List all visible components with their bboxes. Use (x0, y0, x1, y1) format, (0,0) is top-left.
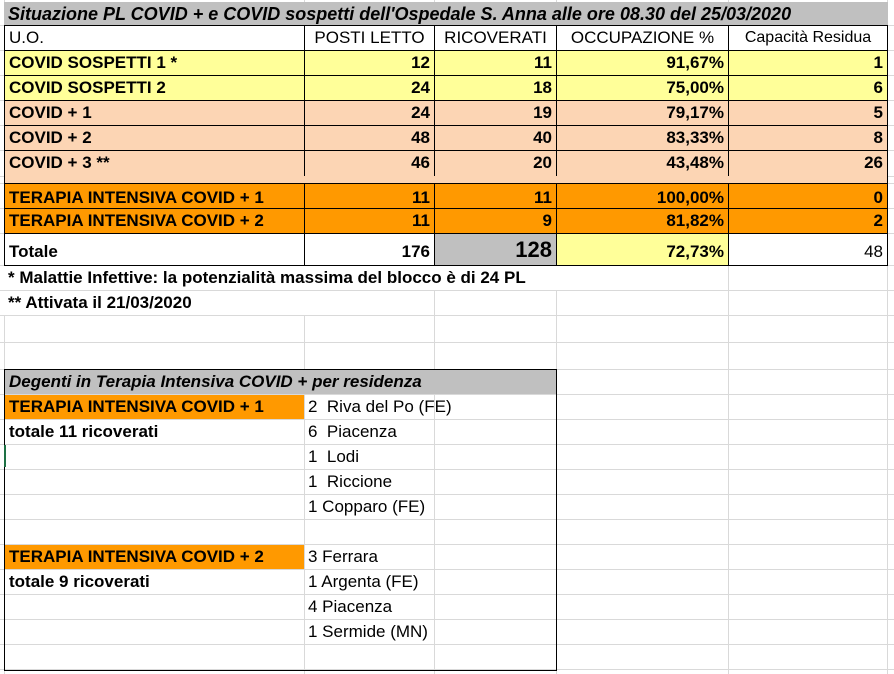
residence-item: 6 Piacenza (308, 422, 397, 441)
row-posti: 46 (304, 150, 435, 177)
row-residua: 1 (728, 50, 888, 76)
total-residua: 48 (728, 233, 888, 266)
row-ricoverati: 11 (434, 50, 557, 76)
row-label: COVID + 1 (4, 100, 305, 126)
header-capacita-residua: Capacità Residua (728, 25, 888, 51)
row-occupazione: 81,82% (556, 208, 729, 234)
row-occupazione: 75,00% (556, 75, 729, 101)
cell-cursor (4, 445, 6, 467)
total-ricoverati: 128 (434, 233, 557, 266)
residence-item: 1 Riccione (308, 472, 393, 491)
row-posti: 12 (304, 50, 435, 76)
row-label: TERAPIA INTENSIVA COVID + 1 (4, 183, 305, 209)
residence-item: 4 Piacenza (308, 597, 393, 616)
row-residua: 26 (728, 150, 888, 177)
report-title: Situazione PL COVID + e COVID sospetti dell'Ospedale S. Anna alle ore 08.30 del 25/03/2020 (4, 2, 888, 26)
row-ricoverati: 19 (434, 100, 557, 126)
row-ricoverati: 11 (434, 183, 557, 209)
gridline (0, 315, 894, 316)
gridline (0, 342, 894, 343)
residence-total: totale 9 ricoverati (5, 570, 304, 594)
row-ricoverati: 9 (434, 208, 557, 234)
header-uo: U.O. (4, 25, 305, 51)
residence-title: Degenti in Terapia Intensiva COVID + per residenza (5, 370, 556, 394)
header-occupazione: OCCUPAZIONE % (556, 25, 729, 51)
row-residua: 5 (728, 100, 888, 126)
note-2: ** Attivata il 21/03/2020 (4, 291, 404, 315)
row-residua: 0 (728, 183, 888, 209)
row-label: COVID SOSPETTI 2 (4, 75, 305, 101)
total-occupazione: 72,73% (556, 233, 729, 266)
row-occupazione: 83,33% (556, 125, 729, 151)
residence-item: 1 Lodi (308, 447, 360, 466)
row-occupazione: 79,17% (556, 100, 729, 126)
header-posti-letto: POSTI LETTO (304, 25, 435, 51)
total-posti: 176 (304, 233, 435, 266)
residence-item: 2 Riva del Po (FE) (308, 397, 452, 416)
residence-item: 3 Ferrara (308, 547, 378, 566)
row-ricoverati: 18 (434, 75, 557, 101)
row-label: COVID + 3 ** (4, 150, 305, 177)
row-residua: 2 (728, 208, 888, 234)
residence-item: 1 Copparo (FE) (308, 497, 426, 516)
row-posti: 11 (304, 208, 435, 234)
row-posti: 11 (304, 183, 435, 209)
residence-item: 1 Sermide (MN) (308, 622, 428, 641)
row-residua: 8 (728, 125, 888, 151)
row-label: COVID + 2 (4, 125, 305, 151)
row-residua: 6 (728, 75, 888, 101)
row-posti: 48 (304, 125, 435, 151)
residence-unit-label: TERAPIA INTENSIVA COVID + 1 (5, 395, 304, 419)
row-label: COVID SOSPETTI 1 * (4, 50, 305, 76)
row-occupazione: 91,67% (556, 50, 729, 76)
row-occupazione: 100,00% (556, 183, 729, 209)
row-occupazione: 43,48% (556, 150, 729, 177)
residence-total: totale 11 ricoverati (5, 420, 304, 444)
row-posti: 24 (304, 100, 435, 126)
residence-item: 1 Argenta (FE) (308, 572, 419, 591)
header-ricoverati: RICOVERATI (434, 25, 557, 51)
row-posti: 24 (304, 75, 435, 101)
note-1: * Malattie Infettive: la potenzialità massima del blocco è di 24 PL (4, 266, 644, 290)
row-ricoverati: 20 (434, 150, 557, 177)
row-label: TERAPIA INTENSIVA COVID + 2 (4, 208, 305, 234)
residence-unit-label: TERAPIA INTENSIVA COVID + 2 (5, 545, 304, 569)
total-label: Totale (4, 233, 305, 266)
row-ricoverati: 40 (434, 125, 557, 151)
